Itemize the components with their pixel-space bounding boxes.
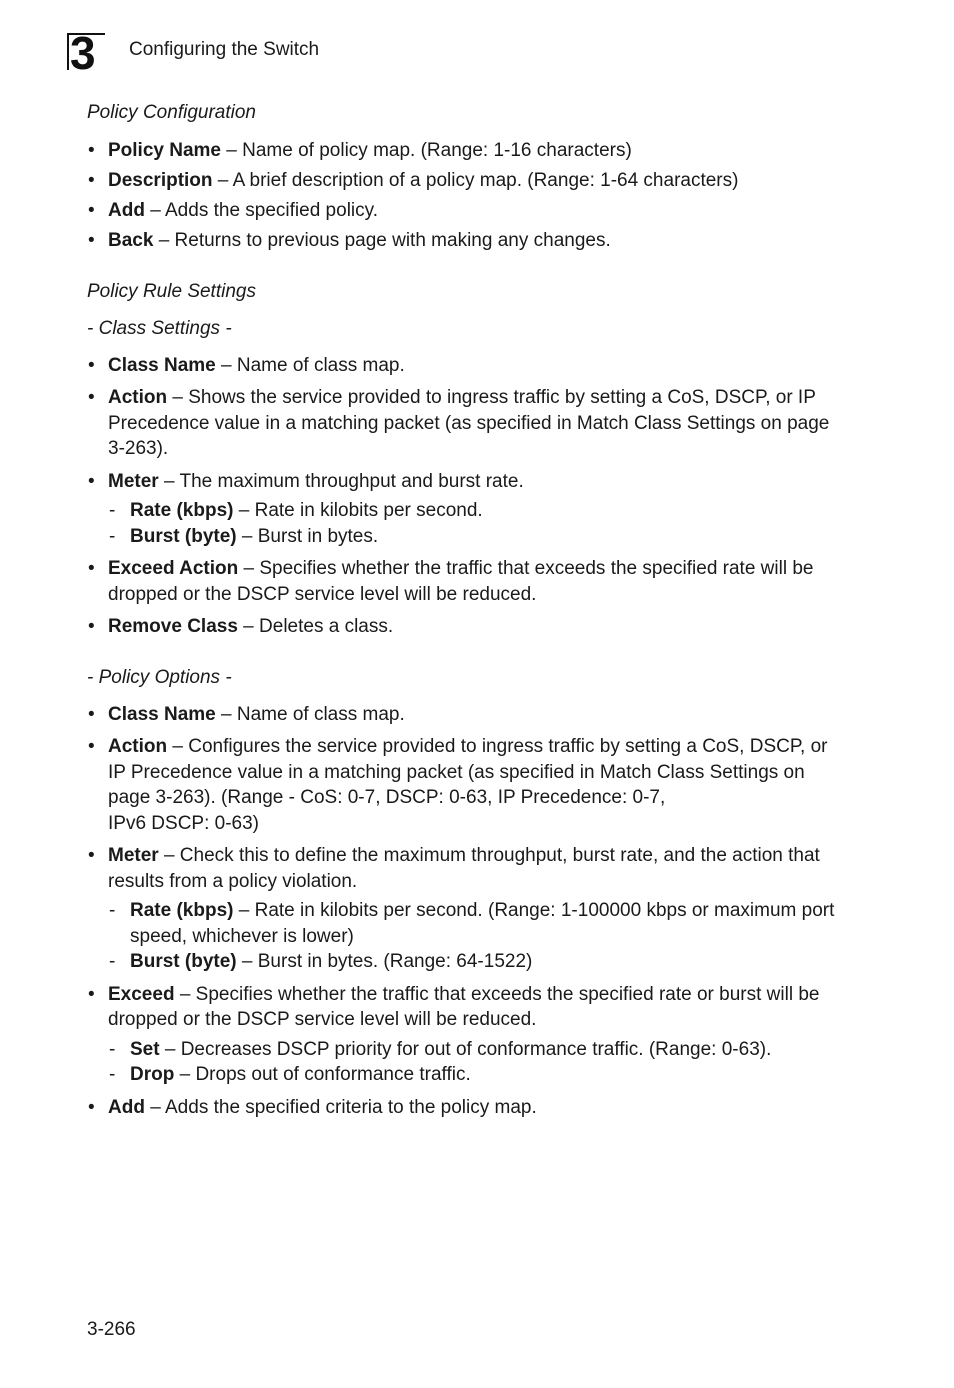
term: Meter xyxy=(108,845,159,866)
description: – Rate in kilobits per second. xyxy=(233,500,483,521)
term: Add xyxy=(108,200,145,221)
sub-list-item xyxy=(108,898,847,949)
list-item xyxy=(87,843,847,975)
policy-options-list xyxy=(87,702,847,1121)
description: – Decreases DSCP priority for out of conformance traffic. (Range: 0-63). xyxy=(159,1038,772,1060)
description: – Configures the service provided to ingress traffic by setting a CoS, DSCP, or IP Precedence value in a matching packet (as specified in Match Class Settings on page 3-263). (Range - CoS: 0-7, DSCP: 0-63, IP Precedence: 0-7, xyxy=(108,736,828,808)
section-title-policy-rule-settings: Policy Rule Settings xyxy=(87,280,256,302)
subsection-title-class-settings: - Class Settings - xyxy=(87,317,232,339)
list-item xyxy=(87,556,847,607)
term: Set xyxy=(130,1038,160,1060)
description: – Shows the service provided to ingress traffic by setting a CoS, DSCP, or IP Precedence value in a matching packet (as specified in Match Class Settings on page 3-263). xyxy=(108,387,830,459)
subsection-title-policy-options: - Policy Options - xyxy=(87,666,232,688)
term: Back xyxy=(108,230,154,251)
term: Remove Class xyxy=(108,616,238,637)
section-title-policy-configuration: Policy Configuration xyxy=(87,102,256,123)
description: – Name of class map. xyxy=(215,354,405,376)
description: – Returns to previous page with making any changes. xyxy=(153,230,611,251)
sub-list-item xyxy=(108,1037,847,1063)
description: – Name of class map. xyxy=(215,703,405,725)
class-settings-list xyxy=(87,353,847,640)
page-content xyxy=(87,100,847,1120)
term: Rate (kbps) xyxy=(130,500,234,521)
description: – Name of policy map. (Range: 1-16 characters) xyxy=(221,140,632,161)
description-continued: IPv6 DSCP: 0-63) xyxy=(108,812,259,834)
description: – Burst in bytes. xyxy=(236,525,379,547)
exceed-sub-list xyxy=(108,1037,847,1088)
term: Exceed Action xyxy=(108,558,239,579)
term: Class Name xyxy=(108,703,216,725)
description: – Check this to define the maximum throughput, burst rate, and the action that results from a policy violation. xyxy=(108,845,820,892)
description: – Burst in bytes. (Range: 64-1522) xyxy=(236,951,533,972)
sub-list-item xyxy=(108,498,847,524)
description: – Adds the specified policy. xyxy=(144,200,379,221)
list-item xyxy=(87,702,847,728)
list-item xyxy=(87,353,847,379)
list-item xyxy=(87,198,847,224)
description: – The maximum throughput and burst rate. xyxy=(158,470,524,492)
term: Class Name xyxy=(108,354,216,376)
term: Burst (byte) xyxy=(130,951,237,972)
description: – Adds the specified criteria to the policy map. xyxy=(144,1096,537,1118)
meter-sub-list xyxy=(108,498,847,549)
description: – Rate in kilobits per second. (Range: 1-100000 kbps or maximum port speed, whichever is lower) xyxy=(130,900,835,947)
list-item xyxy=(87,168,847,194)
term: Action xyxy=(108,736,168,757)
list-item xyxy=(87,982,847,1088)
meter-sub-list xyxy=(108,898,847,975)
page-number: 3-266 xyxy=(87,1319,136,1340)
policy-config-list xyxy=(87,138,847,254)
sub-list-item xyxy=(108,524,847,550)
term: Description xyxy=(108,170,213,191)
list-item xyxy=(87,469,847,550)
description: – Specifies whether the traffic that exceeds the specified rate will be dropped or the DSCP service level will be reduced. xyxy=(108,558,814,605)
list-item xyxy=(87,614,847,640)
term: Rate (kbps) xyxy=(130,900,234,921)
term: Meter xyxy=(108,470,159,492)
sub-list-item xyxy=(108,949,847,975)
term: Drop xyxy=(130,1064,175,1085)
term: Add xyxy=(108,1096,145,1118)
description: – A brief description of a policy map. (Range: 1-64 characters) xyxy=(212,170,739,191)
running-title: Configuring the Switch xyxy=(129,39,320,60)
term: Burst (byte) xyxy=(130,525,237,547)
description: – Deletes a class. xyxy=(237,616,394,637)
list-item xyxy=(87,1095,847,1121)
sub-list-item xyxy=(108,1062,847,1088)
list-item xyxy=(87,734,847,836)
term: Action xyxy=(108,387,168,408)
list-item xyxy=(87,385,847,462)
description: – Specifies whether the traffic that exceeds the specified rate or burst will be dropped or the DSCP service level will be reduced. xyxy=(108,983,820,1030)
term: Policy Name xyxy=(108,140,221,161)
list-item xyxy=(87,228,847,254)
list-item xyxy=(87,138,847,164)
chapter-number: 3 xyxy=(70,27,96,79)
term: Exceed xyxy=(108,983,175,1005)
description: – Drops out of conformance traffic. xyxy=(174,1064,471,1085)
